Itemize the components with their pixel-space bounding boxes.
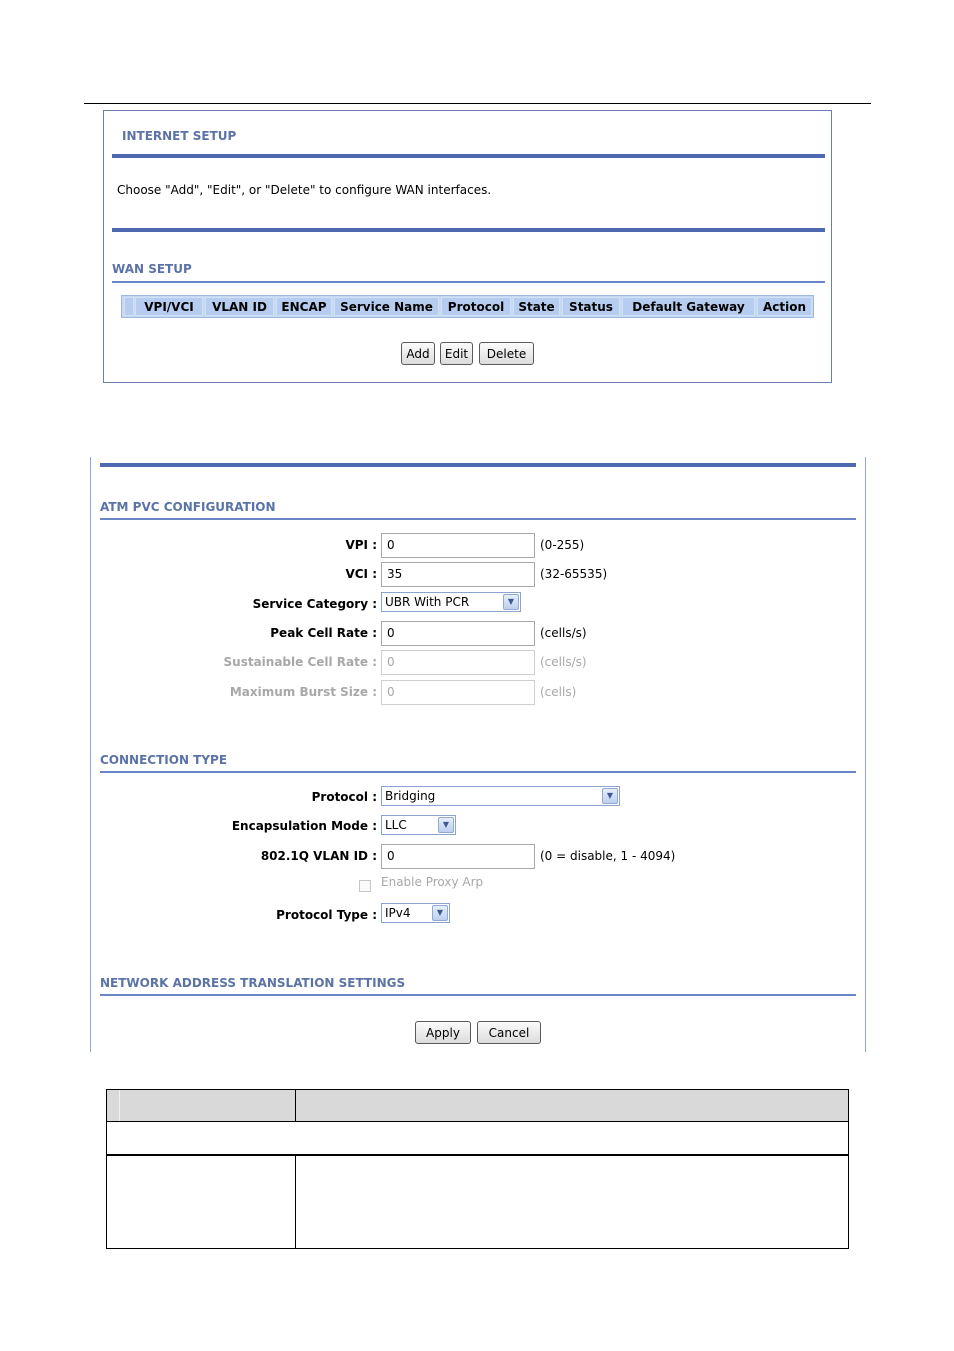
vpi-label: VPI : [345,538,377,552]
peak-cell-rate-hint: (cells/s) [540,626,587,640]
vlan-id-hint: (0 = disable, 1 - 4094) [540,849,676,863]
chevron-down-icon: ▼ [438,817,454,833]
max-burst-size-input: 0 [381,680,535,705]
vci-hint: (32-65535) [540,567,608,581]
sustainable-cell-rate-input: 0 [381,650,535,675]
vlan-id-input[interactable]: 0 [381,844,535,869]
cancel-button[interactable]: Cancel [477,1021,541,1044]
column-status: Status [562,297,620,316]
add-button[interactable]: Add [401,342,435,365]
apply-button[interactable]: Apply [415,1021,471,1044]
panel-right-border [865,457,866,1052]
chevron-down-icon: ▼ [503,594,519,610]
service-category-value: UBR With PCR [385,595,470,609]
wan-table-header [121,295,814,318]
peak-cell-rate-input[interactable]: 0 [381,621,535,646]
service-category-select[interactable] [381,592,521,612]
chevron-down-icon: ▼ [432,905,448,921]
protocol-label: Protocol : [311,790,377,804]
table-header-row [107,1090,848,1122]
chevron-down-icon: ▼ [602,788,618,804]
protocol-type-select[interactable] [381,903,450,923]
wan-setup-title: WAN SETUP [112,262,192,276]
column-service-name: Service Name [334,297,439,316]
table-cell-divider [119,1090,120,1121]
internet-setup-title: INTERNET SETUP [122,129,237,143]
vpi-input[interactable]: 0 [381,533,535,558]
column-vlan-id: VLAN ID [205,297,274,316]
column-encap: ENCAP [276,297,332,316]
table-row-divider [107,1154,848,1156]
column-protocol: Protocol [441,297,511,316]
page-header-rule [84,103,871,104]
divider [100,771,856,773]
column-state: State [513,297,560,316]
protocol-type-value: IPv4 [385,906,411,920]
panel-left-border [90,457,91,1052]
max-burst-size-hint: (cells) [540,685,577,699]
protocol-select[interactable] [381,786,620,806]
sustainable-cell-rate-label: Sustainable Cell Rate : [223,655,377,669]
atm-pvc-title: ATM PVC CONFIGURATION [100,500,276,514]
delete-button[interactable]: Delete [479,342,534,365]
max-burst-size-label: Maximum Burst Size : [229,685,377,699]
vlan-id-label: 802.1Q VLAN ID : [260,849,377,863]
protocol-value: Bridging [385,789,436,803]
nat-settings-title: NETWORK ADDRESS TRANSLATION SETTINGS [100,976,406,990]
encapsulation-mode-select[interactable] [381,815,456,835]
service-category-label: Service Category : [252,597,377,611]
vci-input[interactable]: 35 [381,562,535,587]
internet-setup-description: Choose "Add", "Edit", or "Delete" to configure WAN interfaces. [117,183,492,197]
table-cell-divider [295,1154,296,1248]
encapsulation-mode-value: LLC [385,818,407,832]
protocol-type-label: Protocol Type : [276,908,377,922]
divider [100,518,856,520]
column-vpi-vci: VPI/VCI [135,297,203,316]
description-table [106,1089,849,1249]
column-default-gateway: Default Gateway [622,297,755,316]
sustainable-cell-rate-hint: (cells/s) [540,655,587,669]
connection-type-title: CONNECTION TYPE [100,753,228,767]
divider [112,154,825,158]
peak-cell-rate-label: Peak Cell Rate : [270,626,377,640]
table-cell-divider [295,1090,296,1121]
vpi-hint: (0-255) [540,538,585,552]
proxy-arp-checkbox [359,880,371,892]
proxy-arp-label: Enable Proxy Arp [381,875,484,889]
divider [112,281,825,283]
divider [112,228,825,232]
vci-label: VCI : [345,567,377,581]
divider [100,994,856,996]
divider [100,463,856,467]
table-header-select [124,297,134,316]
edit-button[interactable]: Edit [440,342,473,365]
encapsulation-mode-label: Encapsulation Mode : [231,819,377,833]
column-action: Action [757,297,812,316]
